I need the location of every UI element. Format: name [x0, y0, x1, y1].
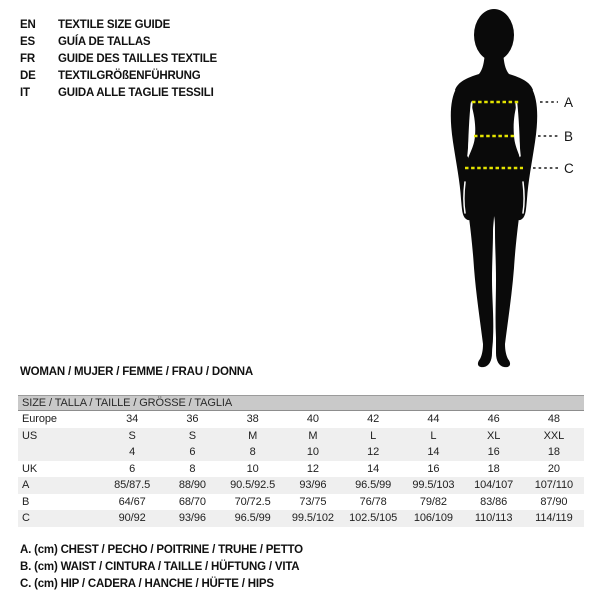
footnote-hip: C. (cm) HIP / CADERA / HANCHE / HÜFTE / HIPS — [20, 578, 274, 590]
row-label: Europe — [22, 413, 57, 426]
size-cell: XXL — [543, 429, 565, 442]
size-cell: 70/72.5 — [234, 495, 271, 508]
table-row — [18, 477, 584, 494]
size-cell: 20 — [547, 462, 560, 475]
row-label: C — [22, 512, 30, 525]
size-table-header: SIZE / TALLA / TAILLE / GRÖSSE / TAGLIA — [18, 395, 584, 411]
size-cell: 6 — [129, 462, 136, 475]
size-cell: 18 — [487, 462, 500, 475]
table-row — [18, 461, 584, 478]
row-label: UK — [22, 462, 38, 475]
size-cell: 102.5/105 — [349, 512, 398, 525]
size-cell: 106/109 — [413, 512, 453, 525]
table-row — [18, 411, 584, 428]
table-row — [18, 510, 584, 527]
language-row — [20, 33, 217, 50]
size-cell: 18 — [547, 446, 560, 459]
size-table-body — [18, 411, 584, 527]
measure-label-a: A — [564, 95, 574, 110]
size-cell: 8 — [249, 446, 256, 459]
row-label: A — [22, 479, 30, 492]
row-label: B — [22, 495, 30, 508]
size-cell: 96.5/99 — [234, 512, 271, 525]
size-cell: 99.5/102 — [291, 512, 334, 525]
language-title: TEXTILE SIZE GUIDE — [58, 18, 171, 31]
language-title: TEXTILGRÖßENFÜHRUNG — [58, 69, 201, 82]
size-cell: 107/110 — [534, 479, 573, 492]
size-cell: 40 — [306, 413, 319, 426]
size-cell: 90/92 — [118, 512, 146, 525]
size-cell: L — [370, 429, 377, 442]
size-cell: 64/67 — [118, 495, 146, 508]
size-cell: 10 — [246, 462, 259, 475]
size-cell: 88/90 — [178, 479, 206, 492]
size-cell: 6 — [189, 446, 196, 459]
language-row — [20, 16, 217, 33]
size-cell: 48 — [547, 413, 560, 426]
language-row — [20, 67, 217, 84]
measure-footnotes — [20, 542, 303, 593]
language-code: FR — [20, 52, 35, 65]
language-code: IT — [20, 86, 30, 99]
size-cell: 46 — [487, 413, 500, 426]
section-title-woman: WOMAN / MUJER / FEMME / FRAU / DONNA — [20, 366, 254, 378]
table-row — [18, 494, 584, 511]
size-table — [18, 395, 584, 527]
size-cell: L — [430, 429, 437, 442]
size-cell: 36 — [186, 413, 199, 426]
table-row — [18, 444, 584, 461]
woman-silhouette-figure — [400, 0, 600, 380]
size-cell: 16 — [427, 462, 440, 475]
size-cell: 76/78 — [359, 495, 387, 508]
language-title-block — [20, 16, 217, 101]
size-cell: 96.5/99 — [355, 479, 392, 492]
size-guide-figure — [400, 0, 600, 380]
language-title: GUÍA DE TALLAS — [58, 35, 151, 48]
size-cell: 14 — [367, 462, 380, 475]
size-cell: 114/119 — [535, 512, 573, 525]
size-cell: 4 — [129, 446, 136, 459]
size-cell: 14 — [427, 446, 440, 459]
row-label: US — [22, 429, 38, 442]
size-cell: 34 — [126, 413, 139, 426]
footnote-waist: B. (cm) WAIST / CINTURA / TAILLE / HÜFTUNG / VITA — [20, 561, 300, 573]
size-cell: 8 — [189, 462, 196, 475]
size-cell: 83/86 — [480, 495, 508, 508]
size-cell: 85/87.5 — [114, 479, 151, 492]
size-cell: M — [248, 429, 258, 442]
silhouette-head — [474, 9, 514, 61]
size-cell: 79/82 — [419, 495, 447, 508]
language-code: ES — [20, 35, 35, 48]
size-cell: 38 — [246, 413, 259, 426]
size-cell: 93/96 — [299, 479, 327, 492]
size-cell: 73/75 — [299, 495, 327, 508]
size-cell: 12 — [367, 446, 380, 459]
measure-label-b: B — [564, 129, 574, 144]
language-code: EN — [20, 18, 36, 31]
size-cell: 16 — [487, 446, 500, 459]
language-title: GUIDE DES TAILLES TEXTILE — [58, 52, 217, 65]
language-code: DE — [20, 69, 36, 82]
size-cell: S — [188, 429, 196, 442]
table-row — [18, 428, 584, 445]
size-cell: 10 — [306, 446, 319, 459]
size-cell: 68/70 — [178, 495, 206, 508]
size-cell: XL — [486, 429, 501, 442]
size-cell: 104/107 — [474, 479, 514, 492]
size-cell: S — [128, 429, 136, 442]
size-cell: 12 — [306, 462, 319, 475]
footnote-chest: A. (cm) CHEST / PECHO / POITRINE / TRUHE / PETTO — [20, 544, 303, 556]
size-cell: 87/90 — [540, 495, 568, 508]
size-cell: 93/96 — [178, 512, 206, 525]
size-cell: 90.5/92.5 — [230, 479, 276, 492]
language-row — [20, 84, 217, 101]
language-row — [20, 50, 217, 67]
language-title: GUIDA ALLE TAGLIE TESSILI — [58, 86, 214, 99]
size-cell: M — [308, 429, 318, 442]
size-cell: 99.5/103 — [412, 479, 455, 492]
size-cell: 110/113 — [474, 512, 513, 525]
size-cell: 42 — [367, 413, 380, 426]
size-cell: 44 — [427, 413, 440, 426]
measure-label-c: C — [564, 161, 574, 176]
